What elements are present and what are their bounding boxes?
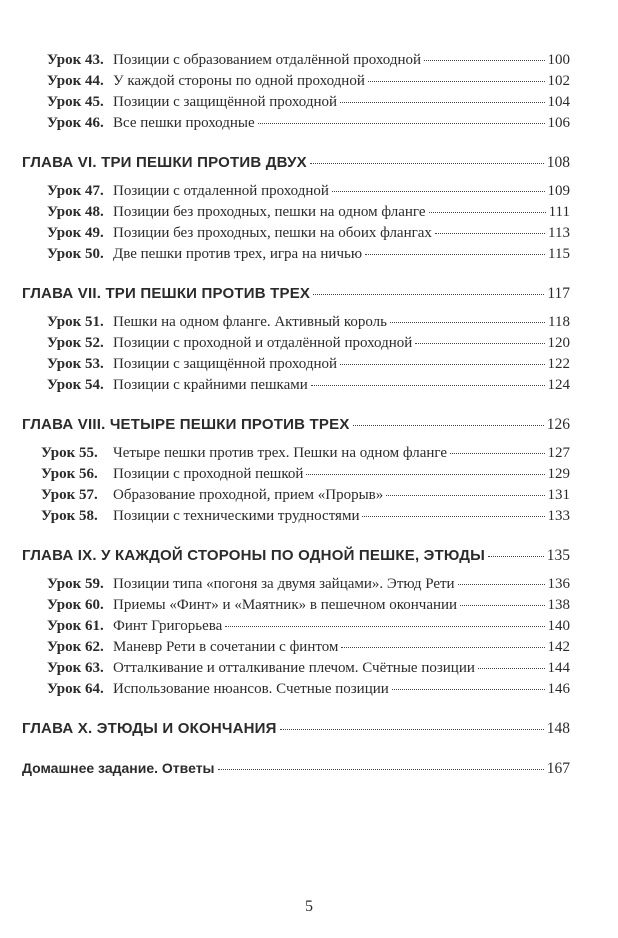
page-ref: 144	[547, 660, 570, 676]
lesson-number: Урок 43.	[47, 52, 104, 68]
toc-lesson-59	[47, 576, 570, 593]
toc-lesson-52	[47, 335, 570, 352]
lesson-title: Отталкивание и отталкивание плечом. Счётные позиции	[113, 660, 475, 676]
toc-lesson-54	[47, 377, 570, 394]
dot-leader	[258, 123, 545, 124]
lesson-number: Урок 60.	[47, 597, 104, 613]
toc-lesson-55	[41, 445, 570, 462]
dot-leader	[306, 474, 544, 475]
toc-lesson-44	[47, 73, 570, 90]
dot-leader	[365, 254, 545, 255]
toc-lesson-62	[47, 639, 570, 656]
toc-chapter-10	[22, 720, 570, 738]
toc-lesson-47	[47, 183, 570, 200]
lesson-number: Урок 63.	[47, 660, 104, 676]
page-ref: 167	[546, 760, 570, 777]
page-number: 5	[305, 898, 313, 915]
lesson-title: Финт Григорьева	[113, 618, 223, 634]
toc-lesson-46	[47, 115, 570, 132]
dot-leader	[362, 516, 544, 517]
dot-leader	[332, 191, 545, 192]
dot-leader	[458, 584, 545, 585]
page-ref: 104	[547, 94, 570, 110]
lesson-title: Позиции с техническими трудностями	[113, 508, 360, 524]
page-ref: 142	[547, 639, 570, 655]
toc-lesson-53	[47, 356, 570, 373]
page-ref: 140	[547, 618, 570, 634]
toc-lesson-43	[47, 52, 570, 69]
dot-leader	[280, 729, 544, 730]
lesson-title: Позиции типа «погоня за двумя зайцами». Этюд Рети	[113, 576, 455, 592]
lesson-title: Использование нюансов. Счетные позиции	[113, 681, 389, 697]
chapter-title: ГЛАВА VII. ТРИ ПЕШКИ ПРОТИВ ТРЕХ	[22, 285, 311, 302]
dot-leader	[390, 322, 545, 323]
lesson-title: Маневр Рети в сочетании с финтом	[113, 639, 339, 655]
lesson-title: Пешки на одном фланге. Активный король	[113, 314, 387, 330]
toc-lesson-45	[47, 94, 570, 111]
chapter-title: ГЛАВА VIII. ЧЕТЫРЕ ПЕШКИ ПРОТИВ ТРЕХ	[22, 416, 350, 433]
page-ref: 118	[548, 314, 570, 330]
page-ref: 111	[548, 204, 570, 220]
lesson-number: Урок 55.	[41, 445, 98, 461]
page-ref: 115	[548, 246, 570, 262]
toc-chapter-9	[22, 547, 570, 565]
page-ref: 148	[546, 720, 570, 737]
page-ref: 120	[547, 335, 570, 351]
chapter-title: ГЛАВА IX. У КАЖДОЙ СТОРОНЫ ПО ОДНОЙ ПЕШКЕ, ЭТЮДЫ	[22, 547, 485, 564]
lesson-number: Урок 62.	[47, 639, 104, 655]
page-ref: 138	[547, 597, 570, 613]
lesson-title: Приемы «Финт» и «Маятник» в пешечном окончании	[113, 597, 458, 613]
lesson-title: Позиции с образованием отдалённой проходной	[113, 52, 422, 68]
dot-leader	[488, 556, 544, 557]
page-ref: 136	[547, 576, 570, 592]
lesson-number: Урок 56.	[41, 466, 98, 482]
dot-leader	[311, 385, 545, 386]
page-ref: 117	[547, 285, 570, 302]
page-ref: 102	[547, 73, 570, 89]
lesson-number: Урок 51.	[47, 314, 104, 330]
page-ref: 127	[547, 445, 570, 461]
page-ref: 135	[546, 547, 570, 564]
dot-leader	[429, 212, 546, 213]
page-ref: 129	[547, 466, 570, 482]
lesson-title: Позиции без проходных, пешки на одном фланге	[113, 204, 426, 220]
toc-lesson-57	[41, 487, 570, 504]
dot-leader	[218, 769, 544, 770]
lesson-number: Урок 58.	[41, 508, 98, 524]
toc-lesson-63	[47, 660, 570, 677]
page-ref: 113	[548, 225, 570, 241]
dot-leader	[424, 60, 544, 61]
dot-leader	[478, 668, 545, 669]
dot-leader	[310, 163, 544, 164]
dot-leader	[313, 294, 544, 295]
dot-leader	[392, 689, 545, 690]
homework-title: Домашнее задание. Ответы	[22, 760, 215, 776]
lesson-number: Урок 46.	[47, 115, 104, 131]
lesson-number: Урок 52.	[47, 335, 104, 351]
lesson-title: Позиции с проходной пешкой	[113, 466, 304, 482]
lesson-title: Все пешки проходные	[113, 115, 255, 131]
toc-lesson-58	[41, 508, 570, 525]
lesson-title: Позиции без проходных, пешки на обоих флангах	[113, 225, 432, 241]
lesson-title: У каждой стороны по одной проходной	[113, 73, 365, 89]
toc-lesson-48	[47, 204, 570, 221]
dot-leader	[340, 102, 544, 103]
lesson-title: Четыре пешки против трех. Пешки на одном фланге	[113, 445, 448, 461]
toc-lesson-61	[47, 618, 570, 635]
toc-lesson-60	[47, 597, 570, 614]
dot-leader	[340, 364, 544, 365]
lesson-number: Урок 61.	[47, 618, 104, 634]
dot-leader	[353, 425, 544, 426]
lesson-number: Урок 64.	[47, 681, 104, 697]
dot-leader	[225, 626, 544, 627]
dot-leader	[450, 453, 544, 454]
page-ref: 106	[547, 115, 570, 131]
lesson-title: Позиции с отдаленной проходной	[113, 183, 329, 199]
chapter-title: ГЛАВА X. ЭТЮДЫ И ОКОНЧАНИЯ	[22, 720, 277, 737]
page-ref: 124	[547, 377, 570, 393]
dot-leader	[368, 81, 545, 82]
lesson-number: Урок 44.	[47, 73, 104, 89]
lesson-number: Урок 53.	[47, 356, 104, 372]
lesson-number: Урок 48.	[47, 204, 104, 220]
lesson-number: Урок 49.	[47, 225, 104, 241]
dot-leader	[341, 647, 544, 648]
page-ref: 122	[547, 356, 570, 372]
page-ref: 109	[547, 183, 570, 199]
lesson-title: Позиции с крайними пешками	[113, 377, 308, 393]
lesson-title: Позиции с защищённой проходной	[113, 356, 338, 372]
dot-leader	[460, 605, 544, 606]
page-ref: 108	[546, 154, 570, 171]
toc-chapter-8	[22, 416, 570, 434]
lesson-number: Урок 47.	[47, 183, 104, 199]
toc-homework	[22, 760, 570, 778]
toc-chapter-7	[22, 285, 570, 303]
lesson-number: Урок 54.	[47, 377, 104, 393]
page-ref: 131	[547, 487, 570, 503]
page-ref: 133	[547, 508, 570, 524]
toc-lesson-50	[47, 246, 570, 263]
toc-lesson-51	[47, 314, 570, 331]
page-ref: 100	[547, 52, 570, 68]
lesson-title: Позиции с проходной и отдалённой проходной	[113, 335, 413, 351]
dot-leader	[435, 233, 545, 234]
toc-lesson-49	[47, 225, 570, 242]
page-ref: 126	[546, 416, 570, 433]
page-ref: 146	[547, 681, 570, 697]
dot-leader	[415, 343, 544, 344]
lesson-title: Образование проходной, прием «Прорыв»	[113, 487, 384, 503]
lesson-title: Две пешки против трех, игра на ничью	[113, 246, 363, 262]
lesson-number: Урок 59.	[47, 576, 104, 592]
dot-leader	[386, 495, 544, 496]
lesson-number: Урок 50.	[47, 246, 104, 262]
lesson-number: Урок 45.	[47, 94, 104, 110]
toc-lesson-64	[47, 681, 570, 698]
lesson-title: Позиции с защищённой проходной	[113, 94, 338, 110]
toc-lesson-56	[41, 466, 570, 483]
lesson-number: Урок 57.	[41, 487, 98, 503]
toc-chapter-6	[22, 154, 570, 172]
chapter-title: ГЛАВА VI. ТРИ ПЕШКИ ПРОТИВ ДВУХ	[22, 154, 307, 171]
